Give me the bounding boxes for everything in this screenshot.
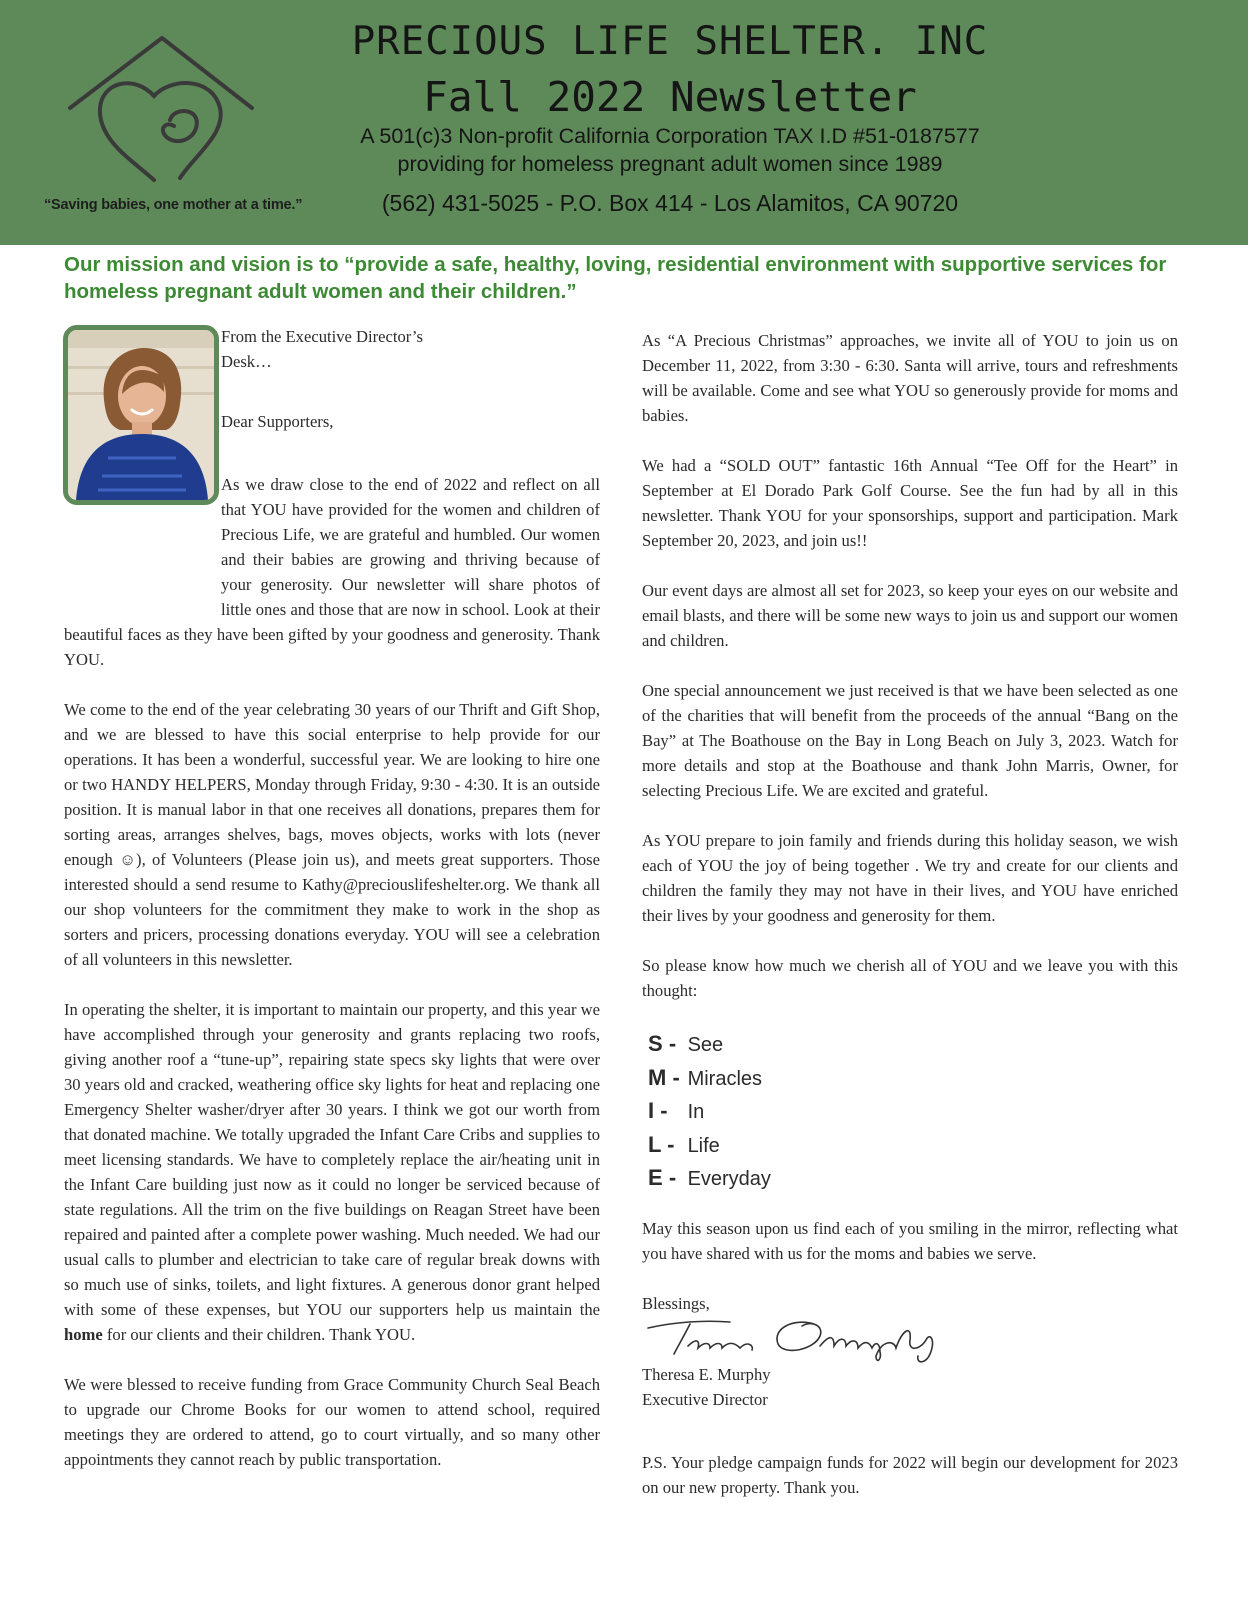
left-column [64, 324, 600, 1497]
smile-word: In [687, 1101, 705, 1123]
paragraph-property [64, 997, 600, 1347]
paragraph-holiday: As YOU prepare to join family and friends during this holiday season, we wish each of YOU the joy of being together . We try and create for our clients and children the family they may not have in their lives, and YOU have enriched their lives by your goodness and generosity for them. [642, 831, 1178, 925]
house-heart-icon [62, 30, 267, 200]
desk-heading-line-2: Desk… [221, 352, 272, 371]
paragraph-intro: As we draw close to the end of 2022 and reflect on all that YOU have provided for the women and children of Precious Life, we are grateful and humbled. Our women and their babies are growing and thriving because of your generosity. Our newsletter will share photos of little ones and those that are now in school. Look at their beautiful faces as they have been gifted by your goodness and generosity. Thank YOU. [64, 475, 600, 669]
newsletter-title: Fall 2022 Newsletter [423, 73, 917, 121]
paragraph-golf: We had a “SOLD OUT” fantastic 16th Annual “Tee Off for the Heart” in September at El Dorado Park Golf Course. See the fun had by all in this newsletter. Thank YOU for your sponsorships, support and participation. Mark September 20, 2023, and join us!! [642, 456, 1178, 550]
desk-heading-line-1: From the Executive Director’s [221, 327, 423, 346]
desk-heading [221, 324, 600, 374]
right-column [642, 328, 1178, 1525]
since-line: providing for homeless pregnant adult women since 1989 [397, 152, 943, 176]
paragraph-events: Our event days are almost all set for 2023, so keep your eyes on our website and email blasts, and there will be some new ways to join us and support our women and children. [642, 581, 1178, 650]
smile-row [648, 1028, 1178, 1062]
smile-word: See [687, 1034, 724, 1056]
contact-line: (562) 431-5025 - P.O. Box 414 - Los Alamitos, CA 90720 [381, 190, 959, 216]
home-word: home [64, 1325, 103, 1344]
greeting: Dear Supporters, [221, 412, 334, 431]
smile-row [648, 1162, 1178, 1196]
smile-row [648, 1095, 1178, 1129]
signature-image [644, 1310, 944, 1366]
paragraph-christmas: As “A Precious Christmas” approaches, we invite all of YOU to join us on December 11, 2022, from 3:30 - 6:30. Santa will arrive, tours and refreshments will be available. Come and see what YOU so generously provide for moms and babies. [642, 331, 1178, 425]
paragraph-thrift-shop: We come to the end of the year celebrating 30 years of our Thrift and Gift Shop, and we are blessed to have this social enterprise to help provide for our operations. It has been a wonderful, successful year. We are looking to hire one or two HANDY HELPERS, Monday through Friday, 9:30 - 4:30. It is an outside position. It is manual labor in that one receives all donations, prepares them for sorting areas, arranges shelves, bags, moves objects, works with lots (never enough ☺), of Volunteers (Please join us), and meets great supporters. Those interested should a send resume to Kathy@preciouslifeshelter.org. We thank all our shop volunteers for the commitment they make to work in the shop as sorters and pricers, processing donations everyday. YOU will see a celebration of all volunteers in this newsletter. [64, 700, 600, 969]
paragraph-property-body: In operating the shelter, it is important to maintain our property, and this year we have accomplished through your generosity and grants replacing two roofs, giving another roof a “tune-up”, repairing state specs sky lights that were over 30 years old and cracked, weathering office sky lights for heat and replacing one Emergency Shelter washer/dryer after 30 years. I think we got our worth from that donated machine. We totally upgraded the Infant Care Cribs and supplies to meet licensing standards. We have to completely replace the air/heating unit in the Infant Care building just now as it could no longer be serviced because of state regulations. All the trim on the five buildings on Reagan Street have been repaired and painted after a complete power washing. Much needed. We had our usual calls to plumber and electrician to take care of regular break downs with so much use of sinks, toilets, and light fixtures. A generous donor grant helped with some of these expenses, but YOU our supporters help us maintain the [64, 1000, 600, 1319]
paragraph-announcement: One special announcement we just received is that we have been selected as one of the charities that will benefit from the proceeds of the annual “Bang on the Bay” at The Boathouse on the Bay in Long Beach on July 3, 2023. Watch for more details and stop at the Boathouse and thank John Marris, Owner, for selecting Precious Life. We are excited and grateful. [642, 681, 1178, 800]
postscript: P.S. Your pledge campaign funds for 2022 will begin our development for 2023 on our new property. Thank you. [642, 1452, 1178, 1497]
corporation-line: A 501(c)3 Non-profit California Corporation TAX I.D #51-0187577 [360, 124, 980, 148]
smile-word: Life [687, 1134, 720, 1157]
smile-letter: S - [648, 1031, 677, 1056]
org-name: PRECIOUS LIFE SHELTER. INC [351, 19, 989, 64]
smile-letter: I - [648, 1098, 668, 1123]
smile-acronym [648, 1028, 1178, 1196]
smile-word: Miracles [687, 1067, 763, 1090]
tagline: “Saving babies, one mother at a time.” [44, 197, 303, 213]
smile-row [648, 1062, 1178, 1096]
signer-name: Theresa E. Murphy [642, 1364, 771, 1384]
smile-row [648, 1129, 1178, 1163]
paragraph-thought: So please know how much we cherish all of YOU and we leave you with this thought: [642, 956, 1178, 1000]
signer-title: Executive Director [642, 1389, 768, 1409]
smile-letter: M - [648, 1064, 680, 1090]
paragraph-funding: We were blessed to receive funding from Grace Community Church Seal Beach to upgrade our Chrome Books for our women to attend school, required meetings they are ordered to attend, go to court virtually, and so many other appointments they cannot reach by public transportation. [64, 1375, 600, 1469]
paragraph-property-end: for our clients and their children. Thank YOU. [106, 1325, 416, 1344]
smile-letter: L - [648, 1131, 675, 1157]
header-banner [0, 0, 1248, 245]
smile-word: Everyday [687, 1168, 771, 1190]
mission-statement: Our mission and vision is to “provide a safe, healthy, loving, residential environment with supportive services for homeless pregnant adult women and their children.” [64, 253, 1167, 303]
paragraph-closing: May this season upon us find each of you smiling in the mirror, reflecting what you have shared with us for the moms and babies we serve. [642, 1218, 1178, 1263]
smile-letter: E - [648, 1165, 677, 1190]
blessings: Blessings, [642, 1293, 710, 1313]
